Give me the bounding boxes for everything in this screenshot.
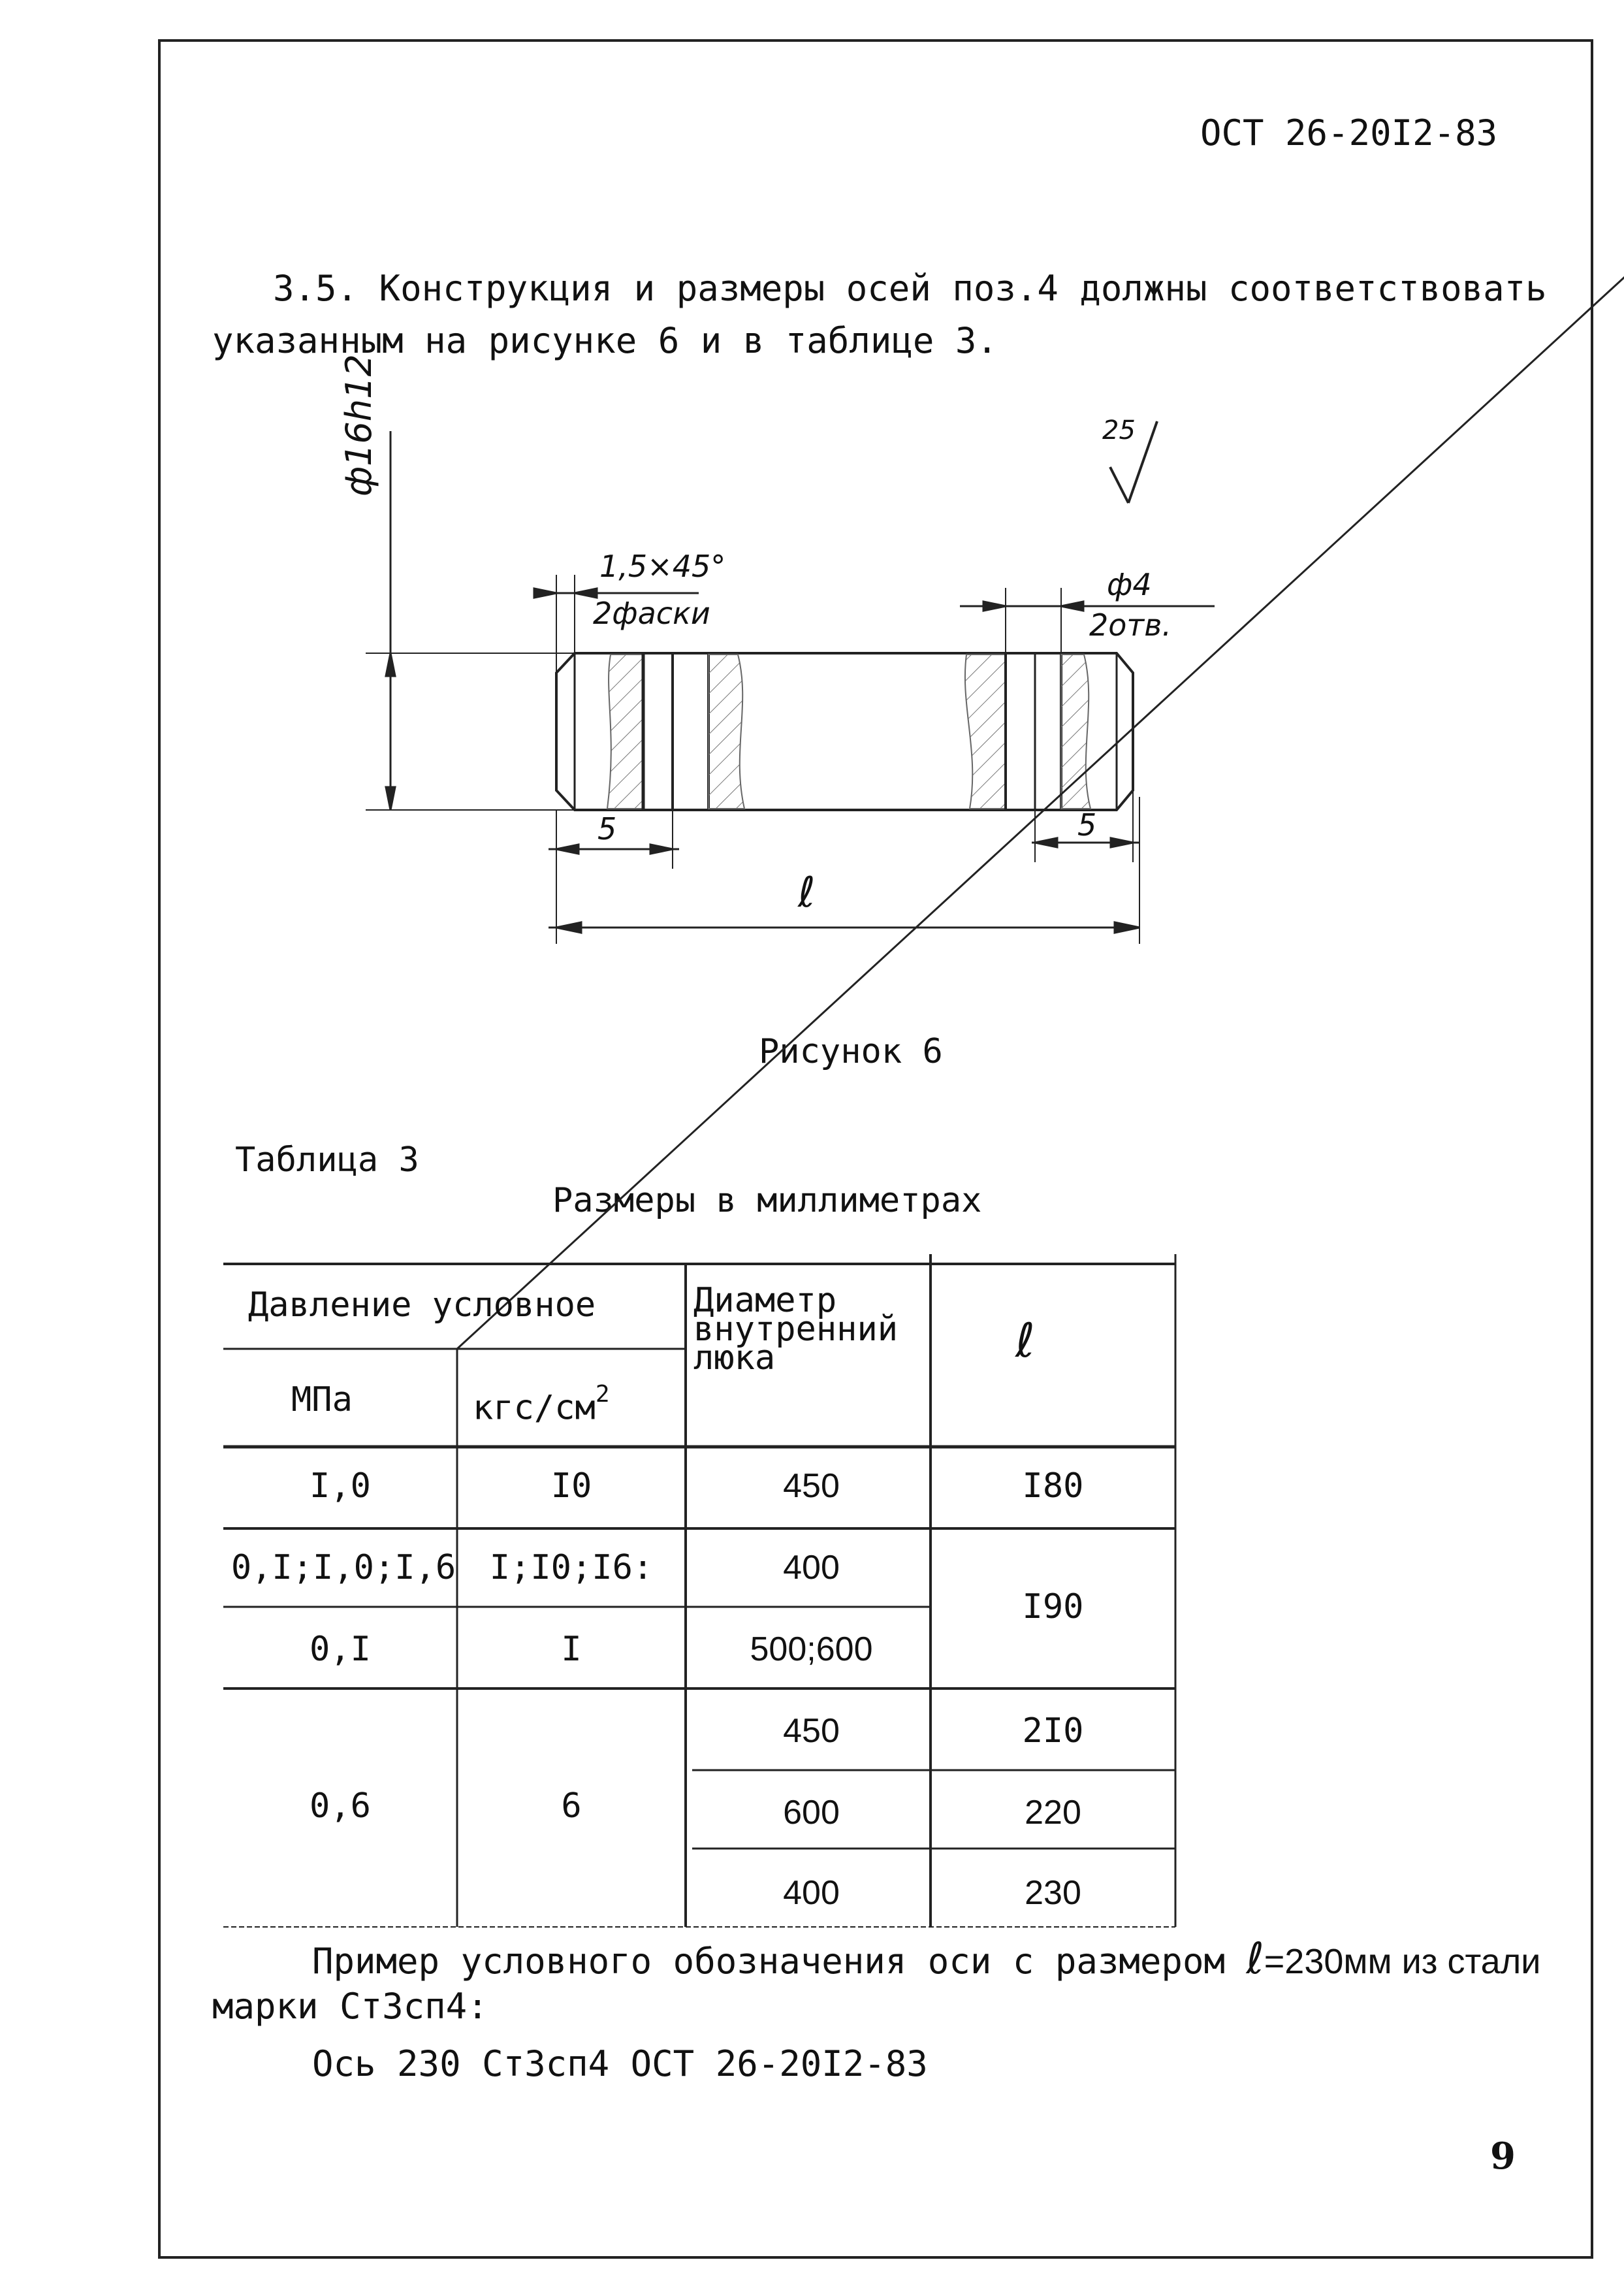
header-diameter-2: внутренний	[693, 1310, 899, 1349]
header-length: ℓ	[1015, 1313, 1035, 1368]
cell-mpa-2: 0,I	[310, 1630, 371, 1669]
cell-mpa-1: 0,I;I,0;I,6	[231, 1548, 456, 1587]
cell-diam-1: 400	[783, 1549, 840, 1587]
hole-label-top: ф4	[1107, 567, 1152, 602]
table-caption: Таблица 3	[235, 1140, 419, 1180]
roughness-value: 25	[1102, 415, 1136, 445]
cell-kgf-2: I	[561, 1630, 582, 1669]
example-line-1: Пример условного обозначения оси с размером ℓ=230мм из стали	[312, 1933, 1541, 1984]
cell-diam-0: 450	[783, 1467, 840, 1505]
cell-len-3: 2I0	[1022, 1711, 1084, 1751]
page-number: 9	[1490, 2135, 1516, 2178]
section-line-2: указанным на рисунке 6 и в таблице 3.	[212, 320, 998, 361]
section-line-1: 3.5. Конструкция и размеры осей поз.4 должны соответствовать	[273, 268, 1547, 309]
doc-code: ОСТ 26-20I2-83	[1200, 112, 1498, 153]
cell-kgf-3: 6	[561, 1786, 582, 1826]
example-line-2: марки Ст3сп4:	[212, 1986, 488, 2027]
chamfer-label-bottom: 2фаски	[593, 596, 710, 631]
cell-len-4: 220	[1025, 1794, 1081, 1832]
dim-right: 5	[1077, 807, 1097, 843]
cell-diam-2: 500;600	[750, 1630, 873, 1668]
cell-diam-5: 400	[783, 1874, 840, 1912]
header-kgf-sup: 2	[595, 1381, 610, 1408]
cell-kgf-0: I0	[550, 1466, 592, 1506]
cell-len-merged: I90	[1022, 1587, 1084, 1626]
header-pressure: Давление условное	[248, 1285, 596, 1325]
chamfer-label-top: 1,5×45°	[599, 549, 726, 584]
cell-len-5: 230	[1025, 1874, 1081, 1912]
cell-diam-3: 450	[783, 1712, 840, 1750]
hole-label-bottom: 2отв.	[1089, 607, 1171, 643]
example-line-3: Ось 230 Ст3сп4 ОСТ 26-20I2-83	[312, 2043, 928, 2084]
dim-left: 5	[597, 811, 617, 847]
cell-len-0: I80	[1022, 1466, 1084, 1506]
figure-caption: Рисунок 6	[759, 1032, 943, 1071]
header-mpa: МПа	[291, 1380, 353, 1419]
length-symbol: ℓ	[798, 869, 816, 917]
header-kgf: кгс/$см^2$	[473, 1381, 610, 1428]
header-diameter-1: Диаметр	[693, 1281, 837, 1320]
cell-mpa-3: 0,6	[310, 1786, 371, 1826]
table-units-note: Размеры в миллиметрах	[552, 1181, 982, 1220]
cell-kgf-1: I;I0;I6:	[489, 1548, 654, 1587]
cell-mpa-0: I,0	[310, 1466, 371, 1506]
diameter-label: ф16h12	[338, 354, 379, 496]
cell-diam-4: 600	[783, 1794, 840, 1832]
header-diameter-3: люка	[693, 1338, 776, 1378]
